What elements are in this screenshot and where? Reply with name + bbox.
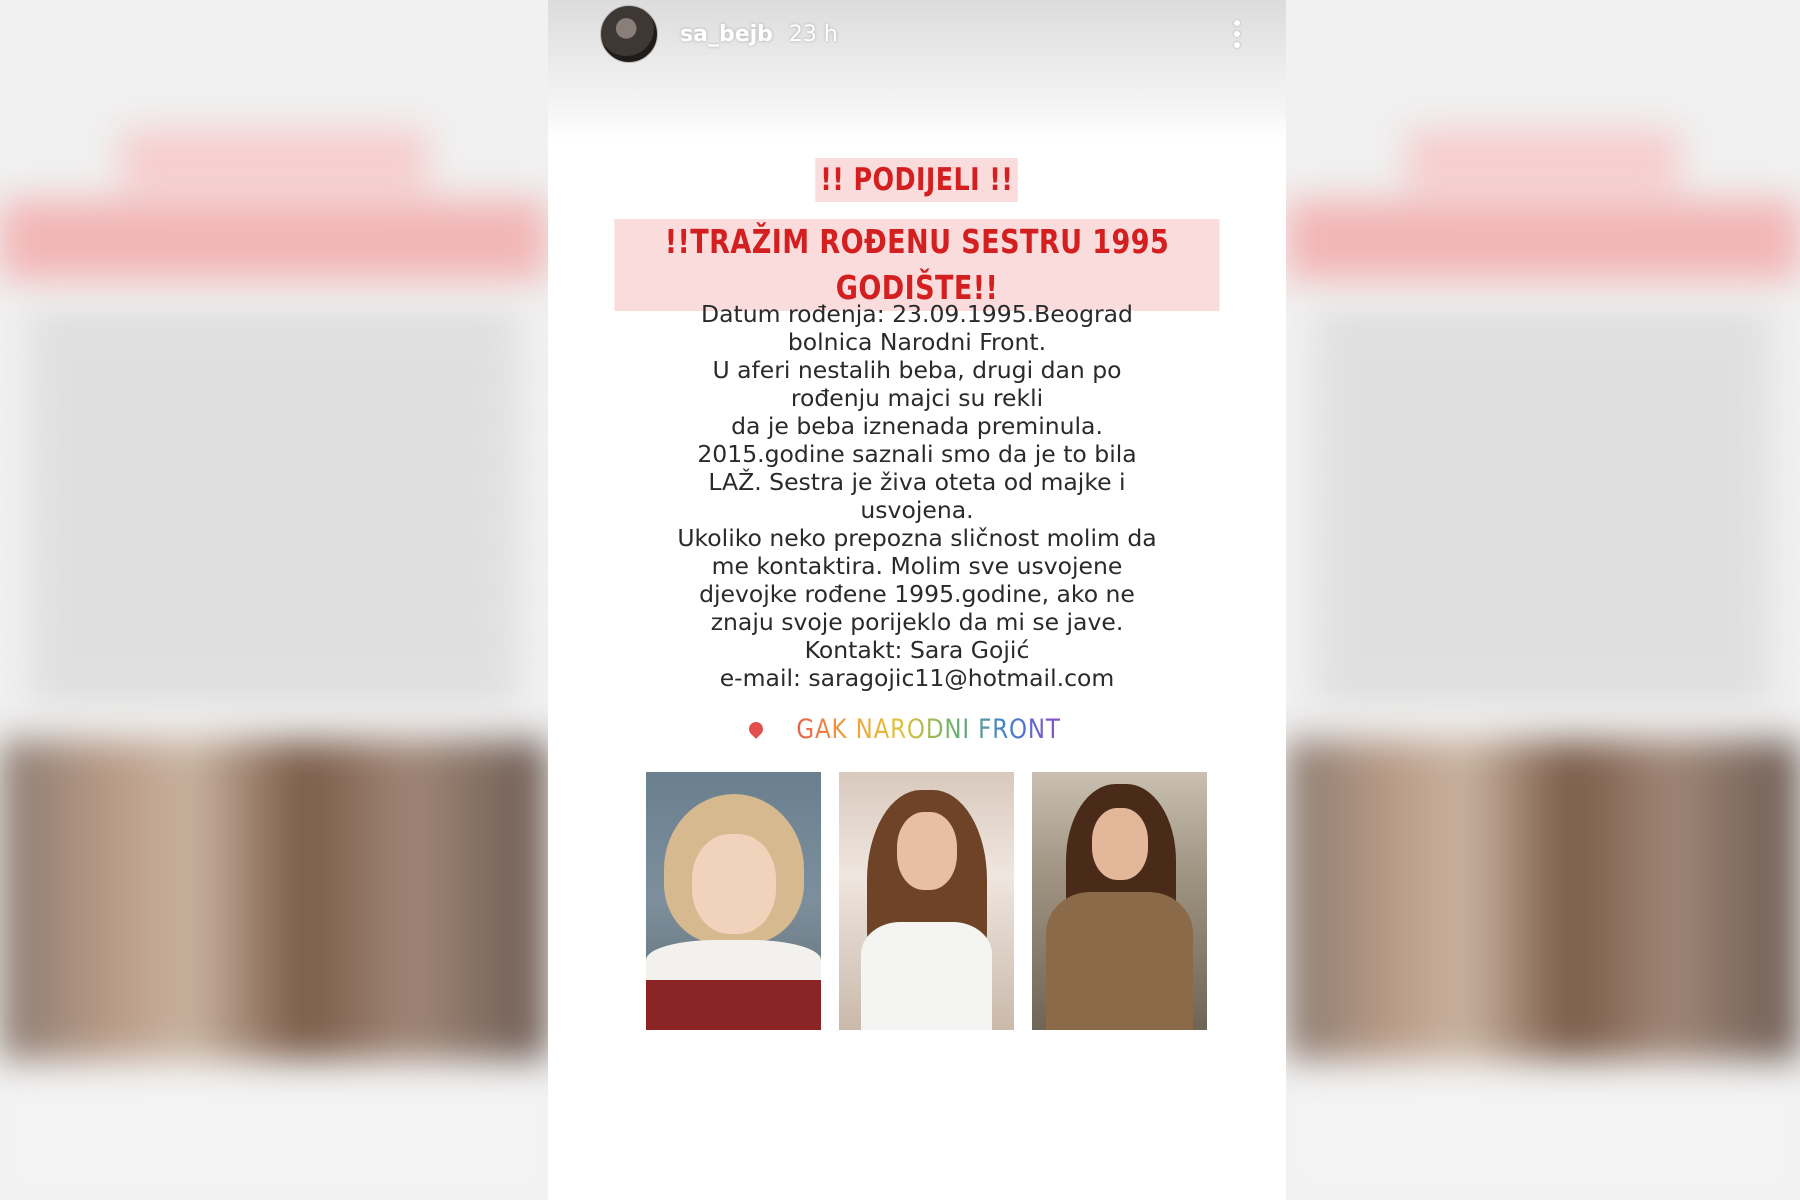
blurred-background-left [0, 0, 548, 1200]
timestamp: 23 h [788, 21, 838, 47]
body-line: Datum rođenja: 23.09.1995.Beograd [701, 300, 1133, 328]
headline-search [548, 219, 1286, 311]
username[interactable]: sa_bejb [680, 21, 773, 47]
body-line: U aferi nestalih beba, drugi dan po [712, 356, 1122, 384]
body-line: djevojke rođene 1995.godine, ako ne [699, 580, 1135, 608]
headline-share [548, 158, 1286, 202]
body-line: e-mail: saragojic11@hotmail.com [719, 664, 1115, 692]
story-frame [548, 0, 1286, 1200]
body-line: znaju svoje porijeklo da mi se jave. [710, 608, 1124, 636]
body-line: Kontakt: Sara Gojić [804, 636, 1030, 664]
more-vertical-icon[interactable] [1228, 14, 1246, 54]
avatar[interactable] [600, 5, 658, 63]
body-line: Ukoliko neko prepozna sličnost molim da [677, 524, 1157, 552]
location-label: GAK NARODNI FRONT [796, 714, 1062, 745]
headline-search-text: !!TRAŽIM ROĐENU SESTRU 1995 GODIŠTE!! [614, 219, 1219, 311]
body-line: usvojena. [860, 496, 974, 524]
story-header [600, 6, 1246, 62]
poster-body [638, 300, 1196, 692]
photo-child [646, 772, 821, 1030]
body-line: rođenju majci su rekli [790, 384, 1044, 412]
location-pin-icon [747, 719, 767, 739]
body-line: da je beba iznenada preminula. [731, 412, 1103, 440]
photo-row [646, 772, 1207, 1030]
body-line: LAŽ. Sestra je živa oteta od majke i [708, 468, 1126, 496]
photo-young-woman-coat [1032, 772, 1207, 1030]
body-line: bolnica Narodni Front. [787, 328, 1047, 356]
location-sticker[interactable] [548, 714, 1286, 745]
body-line: me kontaktira. Molim sve usvojene [711, 552, 1123, 580]
blurred-background-right [1286, 0, 1800, 1200]
photo-young-woman-white-top [839, 772, 1014, 1030]
body-line: 2015.godine saznali smo da je to bila [697, 440, 1137, 468]
headline-share-text: !! PODIJELI !! [816, 158, 1019, 202]
